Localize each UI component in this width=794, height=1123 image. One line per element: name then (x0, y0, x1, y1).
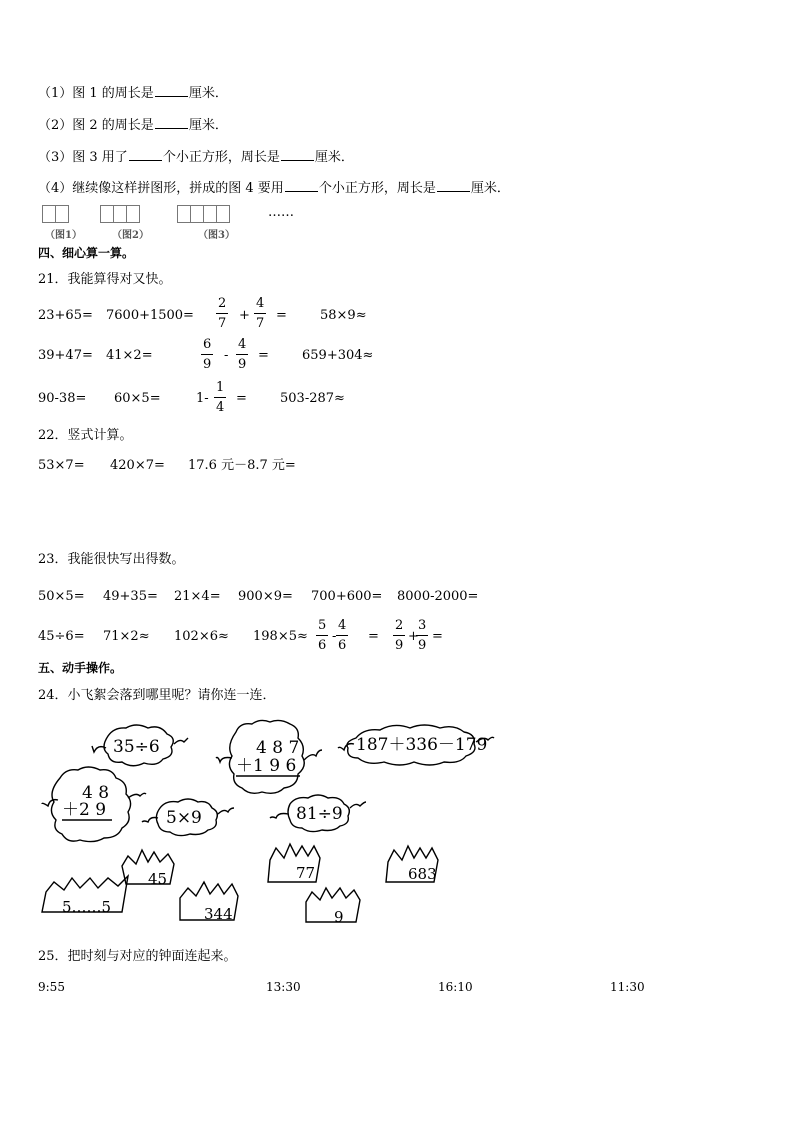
q23-title: 23．我能很快写出得数。 (38, 552, 185, 567)
fraction: 4 7 (256, 296, 265, 331)
q21-r1-a: 23+65= (38, 308, 93, 323)
time-label-1[interactable]: 9:55 (38, 980, 65, 994)
figure-ellipsis: …… (268, 205, 294, 220)
equals: = (368, 629, 379, 644)
cloud-tail (142, 818, 158, 823)
q21-r3-a: 90-38= (38, 391, 87, 406)
operator: - (224, 348, 229, 363)
q21-r2-c: 659+304≈ (302, 348, 374, 363)
cloud-expr-5x9[interactable]: 5×9 (166, 808, 202, 828)
q23-r2-a: 45÷6= (38, 629, 85, 644)
crown-9[interactable]: 9 (334, 908, 344, 926)
fraction: 6 9 (203, 337, 212, 372)
fraction: 4 6 (338, 618, 347, 653)
q21-r2-a: 39+47= (38, 348, 93, 363)
q21-r1-b: 7600+1500= (106, 308, 194, 323)
crown-45[interactable]: 45 (148, 870, 168, 888)
crown-shape (306, 888, 360, 922)
cloud-tail (218, 808, 234, 814)
q23-r2-b: 71×2≈ (103, 629, 150, 644)
figure-1-label: （图1） (45, 230, 82, 241)
q23-r1-a: 50×5= (38, 589, 85, 604)
q20-line-3: （3）图 3 用了 个小正方形，周长是 厘米． (38, 150, 354, 165)
time-label-2[interactable]: 13:30 (266, 980, 301, 994)
crown-5-r-5[interactable]: 5……5 (62, 898, 112, 916)
q23-r2-d: 198×5≈ (253, 629, 308, 644)
crown-344[interactable]: 344 (204, 905, 233, 923)
fraction: 4 9 (238, 337, 247, 372)
cloud-expr-35-div-6[interactable]: 35÷6 (113, 737, 160, 757)
q23-r2-c: 102×6≈ (174, 629, 229, 644)
q21-r2-b: 41×2= (106, 348, 153, 363)
equals: = (236, 391, 247, 406)
fraction: 1 4 (216, 380, 225, 415)
q21-r3-b: 60×5= (114, 391, 161, 406)
q20-line-1: （1）图 1 的周长是 厘米． (38, 86, 228, 101)
q23-r1-d: 900×9= (238, 589, 293, 604)
crown-77[interactable]: 77 (296, 864, 316, 882)
operator: + (408, 629, 419, 644)
q24-title: 24．小飞絮会落到哪里呢？请你连一连． (38, 688, 276, 703)
q22-title: 22．竖式计算。 (38, 428, 133, 443)
q21-r1-c: 58×9≈ (320, 308, 367, 323)
cloud-expr-48[interactable]: 4 8 (82, 783, 110, 803)
cloud-tail (42, 800, 58, 806)
one-minus: 1- (196, 391, 209, 406)
cloud-tail (338, 744, 354, 750)
q23-r1-b: 49+35= (103, 589, 158, 604)
q20-line-2: （2）图 2 的周长是 厘米． (38, 118, 228, 133)
q23-r1-f: 8000-2000= (397, 589, 479, 604)
cloud-tail (174, 738, 188, 744)
q23-r1-c: 21×4= (174, 589, 221, 604)
time-label-3[interactable]: 16:10 (438, 980, 473, 994)
fraction: 5 6 (318, 618, 327, 653)
cloud-expr-29[interactable]: ＋2 9 (62, 800, 107, 820)
figure-2-label: （图2） (112, 230, 149, 241)
q20-line-4: （4）继续像这样拼图形，拼成的图 4 要用 个小正方形，周长是 厘米． (38, 181, 510, 196)
cloud-tail (270, 814, 288, 819)
q22-item-1: 53×7= (38, 458, 85, 473)
q22-item-2: 420×7= (110, 458, 165, 473)
cloud-expr-81-div-9[interactable]: 81÷9 (296, 804, 343, 824)
section-heading-5: 五、动手操作。 (38, 661, 123, 675)
section-heading-4: 四、细心算一算。 (38, 246, 135, 260)
figure-3-label: （图3） (198, 230, 235, 241)
equals: = (276, 308, 287, 323)
cloud-expr-487[interactable]: 4 8 7 (256, 738, 300, 758)
cloud-expr-196[interactable]: ＋1 9 6 (236, 756, 297, 776)
cloud-expr-187-336-179[interactable]: 187＋336－179 (356, 735, 488, 755)
equals: = (432, 629, 443, 644)
fraction: 3 9 (418, 618, 427, 653)
q23-r1-e: 700+600= (311, 589, 383, 604)
cloud-tail (128, 793, 146, 798)
q25-title: 25．把时刻与对应的钟面连起来。 (38, 949, 237, 964)
equals: = (258, 348, 269, 363)
fraction: 2 9 (395, 618, 404, 653)
cloud-tail (350, 802, 366, 808)
operator: + (239, 308, 250, 323)
q22-item-3: 17.6 元－8.7 元= (188, 458, 296, 473)
crown-683[interactable]: 683 (408, 865, 437, 883)
cloud-tail (304, 750, 322, 760)
time-label-4[interactable]: 11:30 (610, 980, 645, 994)
q21-r3-c: 503-287≈ (280, 391, 345, 406)
q21-title: 21．我能算得对又快。 (38, 272, 172, 287)
fraction: 2 7 (218, 296, 227, 331)
operator: - (332, 629, 337, 644)
